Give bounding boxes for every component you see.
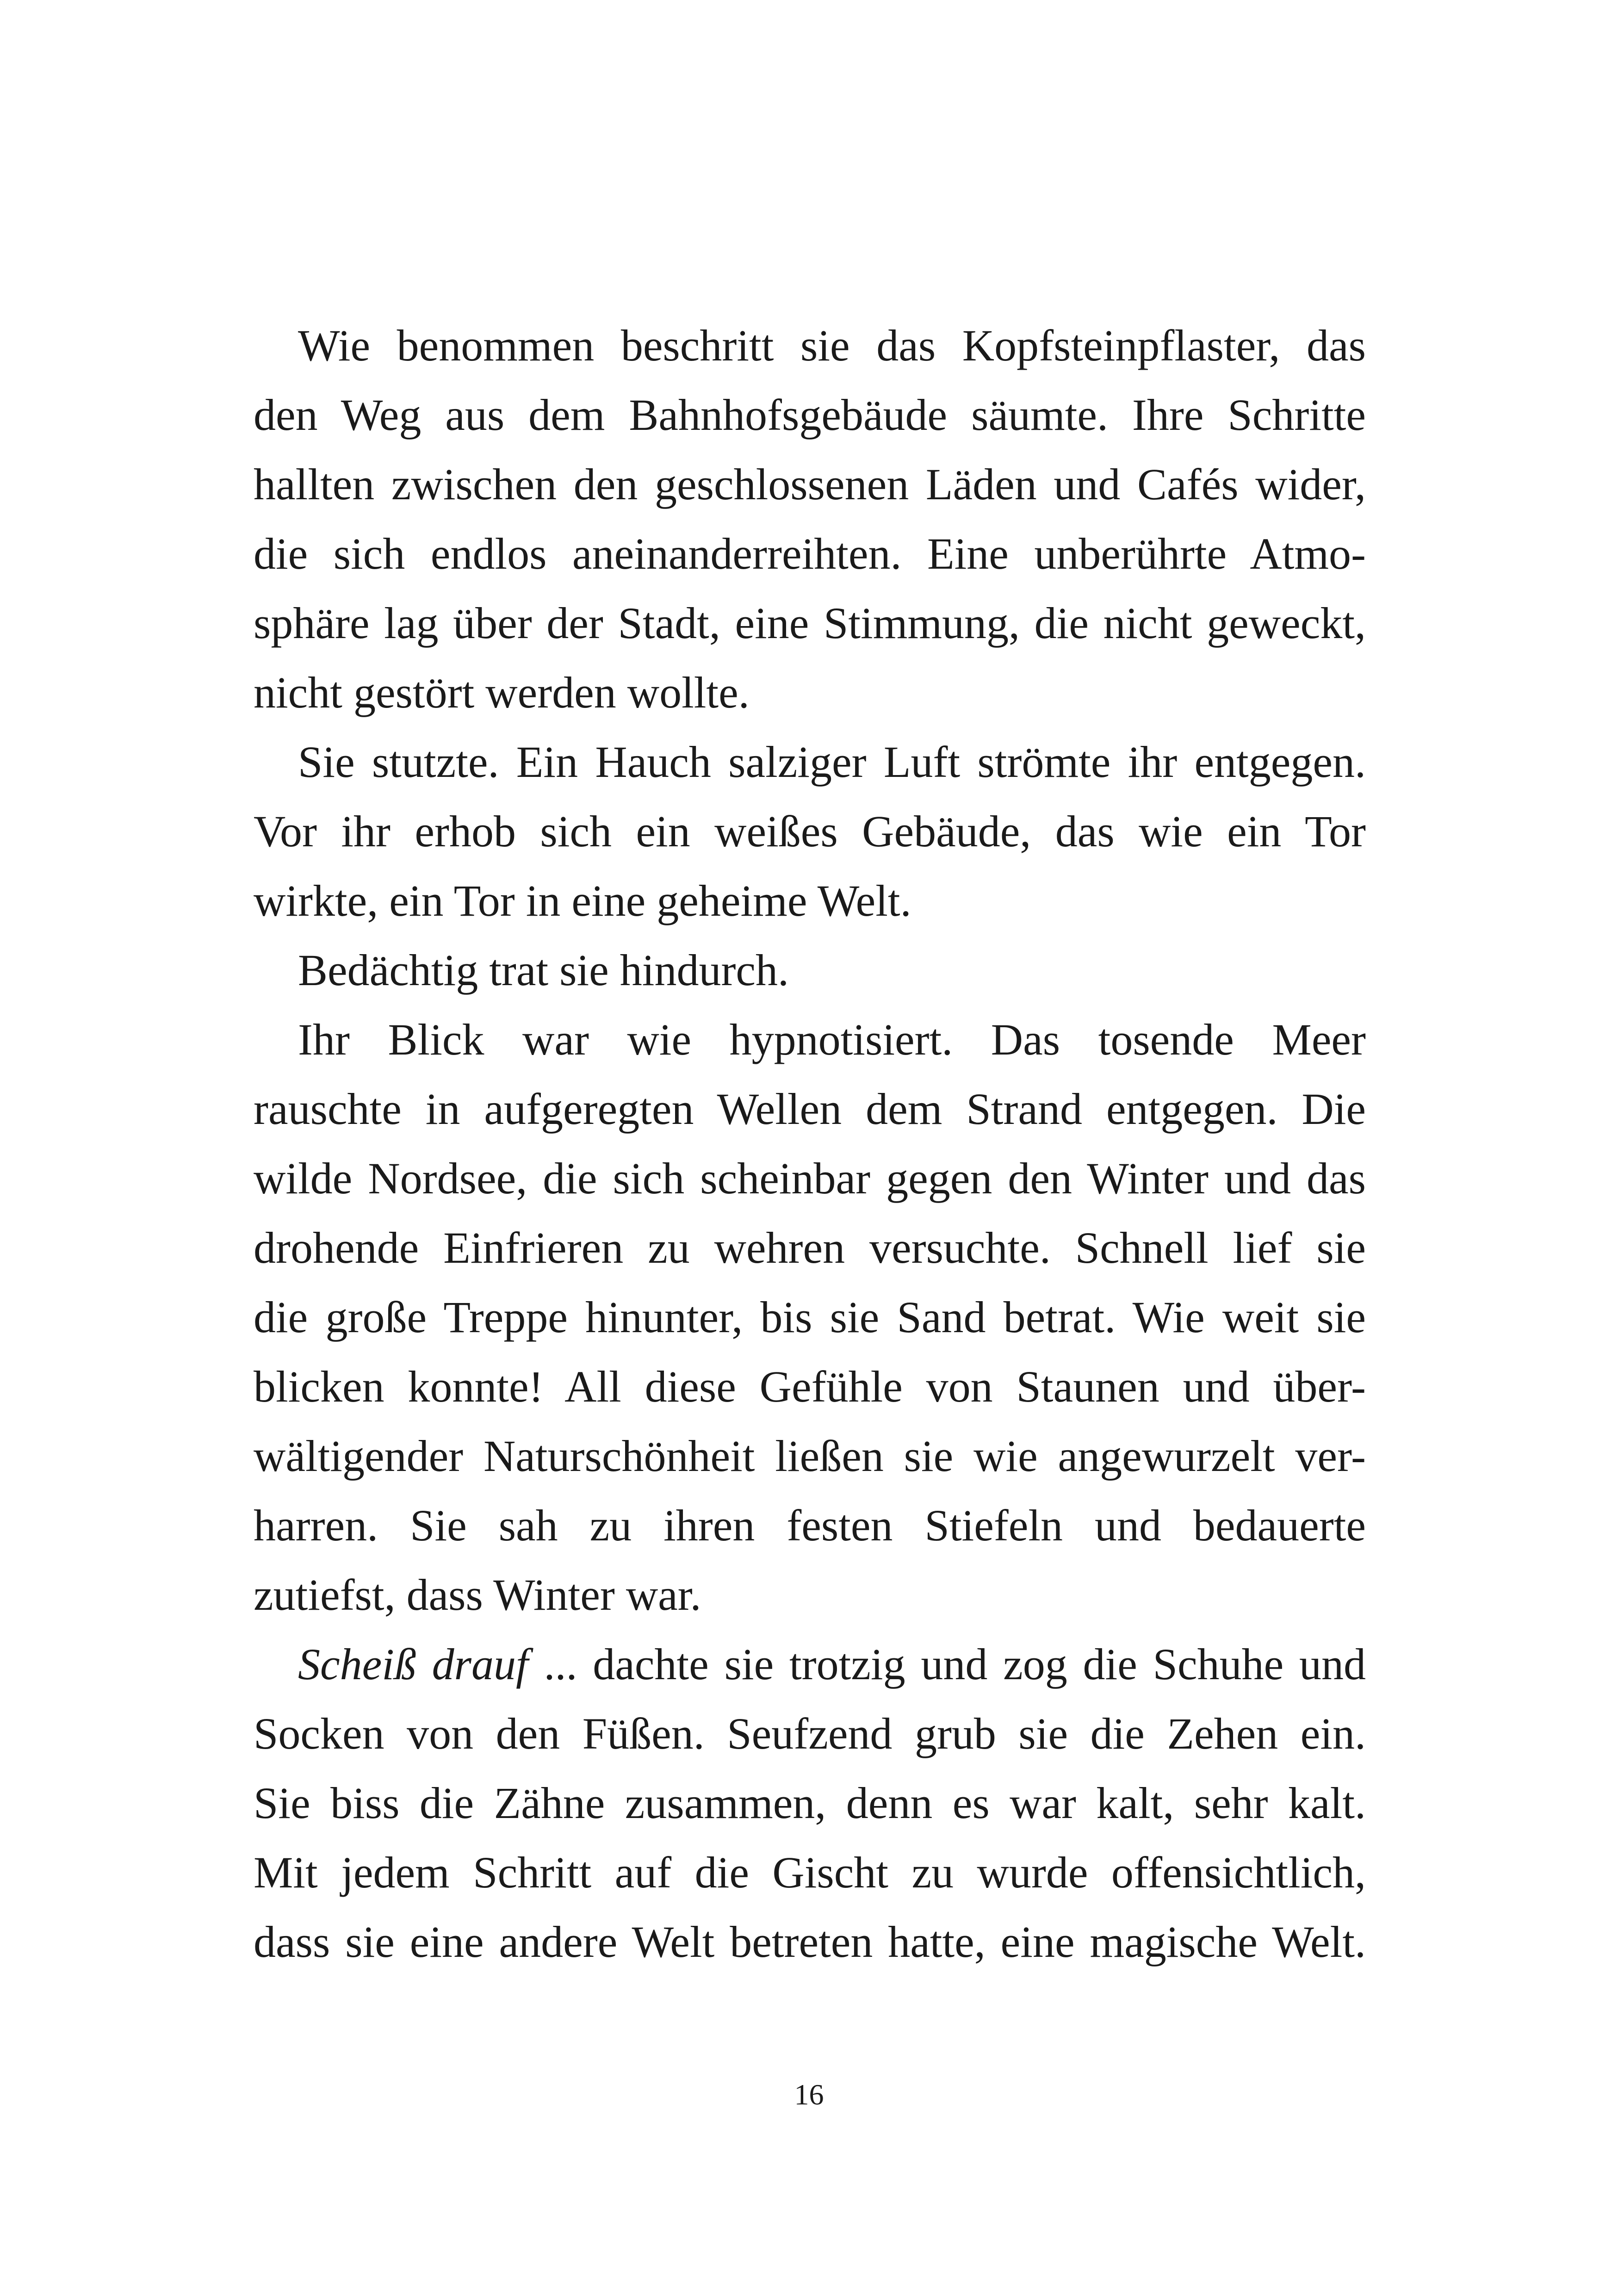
- text-line: wältigender Naturschönheit ließen sie wie angewurzelt ver-: [254, 1431, 1366, 1481]
- text-line: nicht gestört werden wollte.: [254, 668, 750, 717]
- text-line: Socken von den Füßen. Seufzend grub sie die Zehen ein.: [254, 1709, 1366, 1758]
- text-line: Vor ihr erhob sich ein weißes Gebäude, das wie ein Tor: [254, 807, 1366, 856]
- text-line: wirkte, ein Tor in eine geheime Welt.: [254, 876, 911, 925]
- text-line: wilde Nordsee, die sich scheinbar gegen den Winter und das: [254, 1154, 1366, 1203]
- text-line: drohende Einfrieren zu wehren versuchte. Schnell lief sie: [254, 1223, 1366, 1272]
- text-line: rauschte in aufgeregten Wellen dem Strand entgegen. Die: [254, 1084, 1366, 1134]
- text-line: Ihr Blick war wie hypnotisiert. Das tosende Meer: [298, 1015, 1366, 1064]
- text-segment: ... dachte sie trotzig und zog die Schuhe und: [528, 1639, 1366, 1689]
- text-line: [254, 1630, 1366, 1699]
- body-text: [254, 311, 1366, 1977]
- text-line: den Weg aus dem Bahnhofsgebäude säumte. Ihre Schritte: [254, 390, 1366, 440]
- text-line: die große Treppe hinunter, bis sie Sand betrat. Wie weit sie: [254, 1292, 1366, 1342]
- text-line: harren. Sie sah zu ihren festen Stiefeln und bedauerte: [254, 1501, 1366, 1550]
- text-line: die sich endlos aneinanderreihten. Eine unberührte Atmo-: [254, 529, 1366, 578]
- page-number: 16: [794, 2078, 824, 2111]
- text-line: Sie stutzte. Ein Hauch salziger Luft strömte ihr entgegen.: [298, 737, 1366, 787]
- italic-phrase: Scheiß drauf: [298, 1639, 528, 1689]
- text-line: zutiefst, dass Winter war.: [254, 1570, 701, 1620]
- text-line: hallten zwischen den geschlossenen Läden und Cafés wider,: [254, 459, 1366, 509]
- text-line: sphäre lag über der Stadt, eine Stimmung, die nicht geweckt,: [254, 598, 1366, 648]
- text-line: Mit jedem Schritt auf die Gischt zu wurde offensichtlich,: [254, 1848, 1366, 1897]
- text-line: dass sie eine andere Welt betreten hatte, eine magische Welt.: [254, 1917, 1366, 1967]
- text-line: Bedächtig trat sie hindurch.: [298, 945, 789, 995]
- text-line: Sie biss die Zähne zusammen, denn es war kalt, sehr kalt.: [254, 1778, 1366, 1828]
- text-line: blicken konnte! All diese Gefühle von Staunen und über-: [254, 1362, 1366, 1411]
- text-line: Wie benommen beschritt sie das Kopfsteinpflaster, das: [298, 321, 1366, 370]
